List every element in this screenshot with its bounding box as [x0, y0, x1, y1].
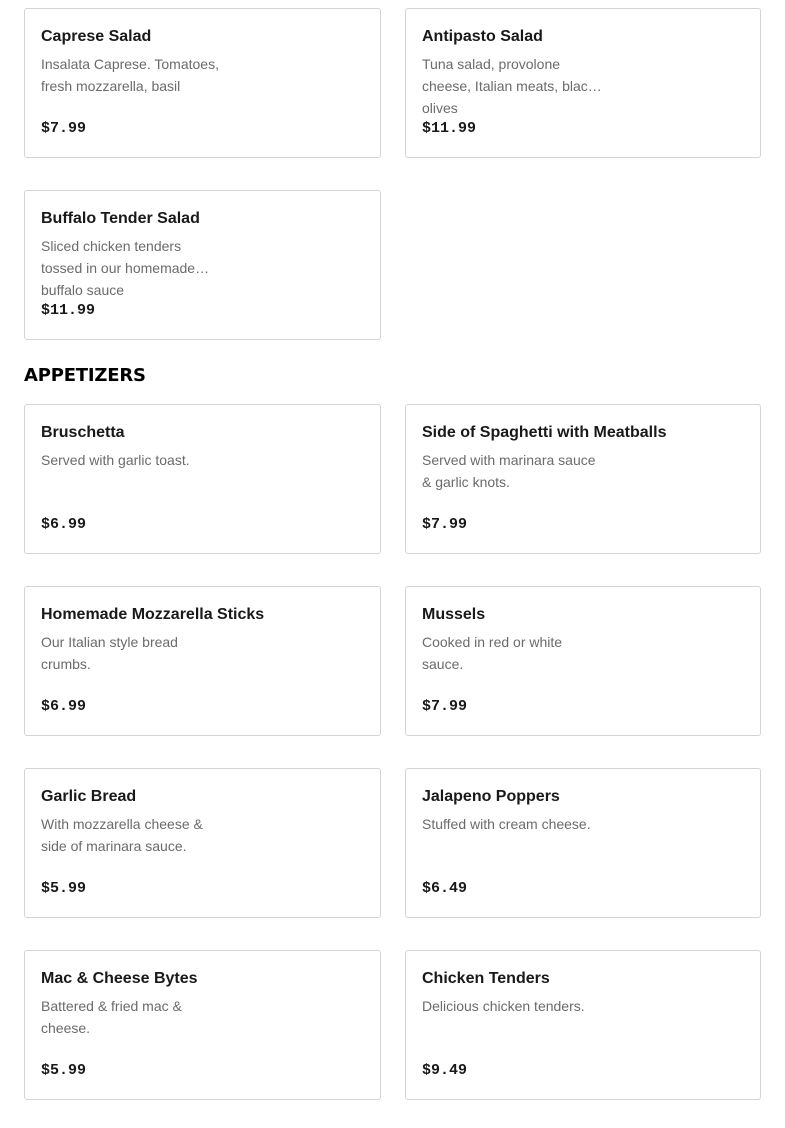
- menu-item-name: Antipasto Salad: [422, 28, 543, 45]
- menu-item-price: $11.99: [41, 302, 96, 319]
- menu-item-price: $6.99: [41, 516, 87, 533]
- menu-item-description: Cooked in red or white sauce.: [422, 634, 563, 672]
- menu-item-description: Tuna salad, provolone cheese, Italian meats, black olives: [422, 56, 595, 116]
- menu-item-card[interactable]: [405, 404, 761, 554]
- menu-item-description: Served with garlic toast.: [41, 452, 190, 468]
- appetizers-grid: [24, 404, 761, 1100]
- menu-item-card[interactable]: [24, 768, 381, 918]
- menu-item-description: Battered & fried mac & cheese.: [41, 998, 182, 1036]
- salads-grid: [24, 8, 761, 340]
- menu-item-price: $9.49: [422, 1062, 468, 1079]
- menu-item-price: $7.99: [422, 516, 468, 533]
- menu-item-name: Garlic Bread: [41, 788, 137, 805]
- menu-item-card[interactable]: [405, 8, 761, 158]
- menu-item-price: $7.99: [41, 120, 87, 137]
- menu-item-description: Delicious chicken tenders.: [422, 998, 585, 1014]
- menu-item-card[interactable]: [405, 950, 761, 1100]
- menu-item-price: $7.99: [422, 698, 468, 715]
- menu-item-card[interactable]: [24, 950, 381, 1100]
- menu-item-description: Served with marinara sauce & garlic knots.: [422, 452, 596, 490]
- menu-item-name: Jalapeno Poppers: [422, 788, 560, 805]
- menu-item-card[interactable]: [24, 190, 381, 340]
- menu-item-description: With mozzarella cheese & side of marinara sauce.: [41, 816, 203, 854]
- menu-item-card[interactable]: [24, 586, 381, 736]
- menu-item-price: $6.99: [41, 698, 87, 715]
- menu-item-name: Homemade Mozzarella Sticks: [41, 606, 265, 623]
- menu-item-name: Chicken Tenders: [422, 970, 550, 987]
- menu-item-name: Bruschetta: [41, 424, 125, 441]
- menu-item-price: $11.99: [422, 120, 477, 137]
- menu-item-description: Insalata Caprese. Tomatoes, fresh mozzarella, basil: [41, 56, 219, 94]
- menu-item-price: $5.99: [41, 1062, 87, 1079]
- menu-item-description: Our Italian style bread crumbs.: [41, 634, 178, 672]
- menu-item-name: Side of Spaghetti with Meatballs: [422, 424, 667, 441]
- section-title-appetizers: APPETIZERS: [24, 365, 146, 386]
- menu-item-description: Stuffed with cream cheese.: [422, 816, 591, 832]
- menu-item-name: Mussels: [422, 606, 486, 623]
- menu-item-name: Mac & Cheese Bytes: [41, 970, 198, 987]
- menu-item-card[interactable]: [24, 8, 381, 158]
- menu-item-card[interactable]: [405, 586, 761, 736]
- menu-item-price: $5.99: [41, 880, 87, 897]
- menu-item-description: Sliced chicken tenders tossed in our homemade buffalo sauce: [41, 238, 196, 298]
- menu-item-card[interactable]: [405, 768, 761, 918]
- menu-item-name: Caprese Salad: [41, 28, 152, 45]
- menu-item-card[interactable]: [24, 404, 381, 554]
- menu-item-price: $6.49: [422, 880, 468, 897]
- menu-item-name: Buffalo Tender Salad: [41, 210, 200, 227]
